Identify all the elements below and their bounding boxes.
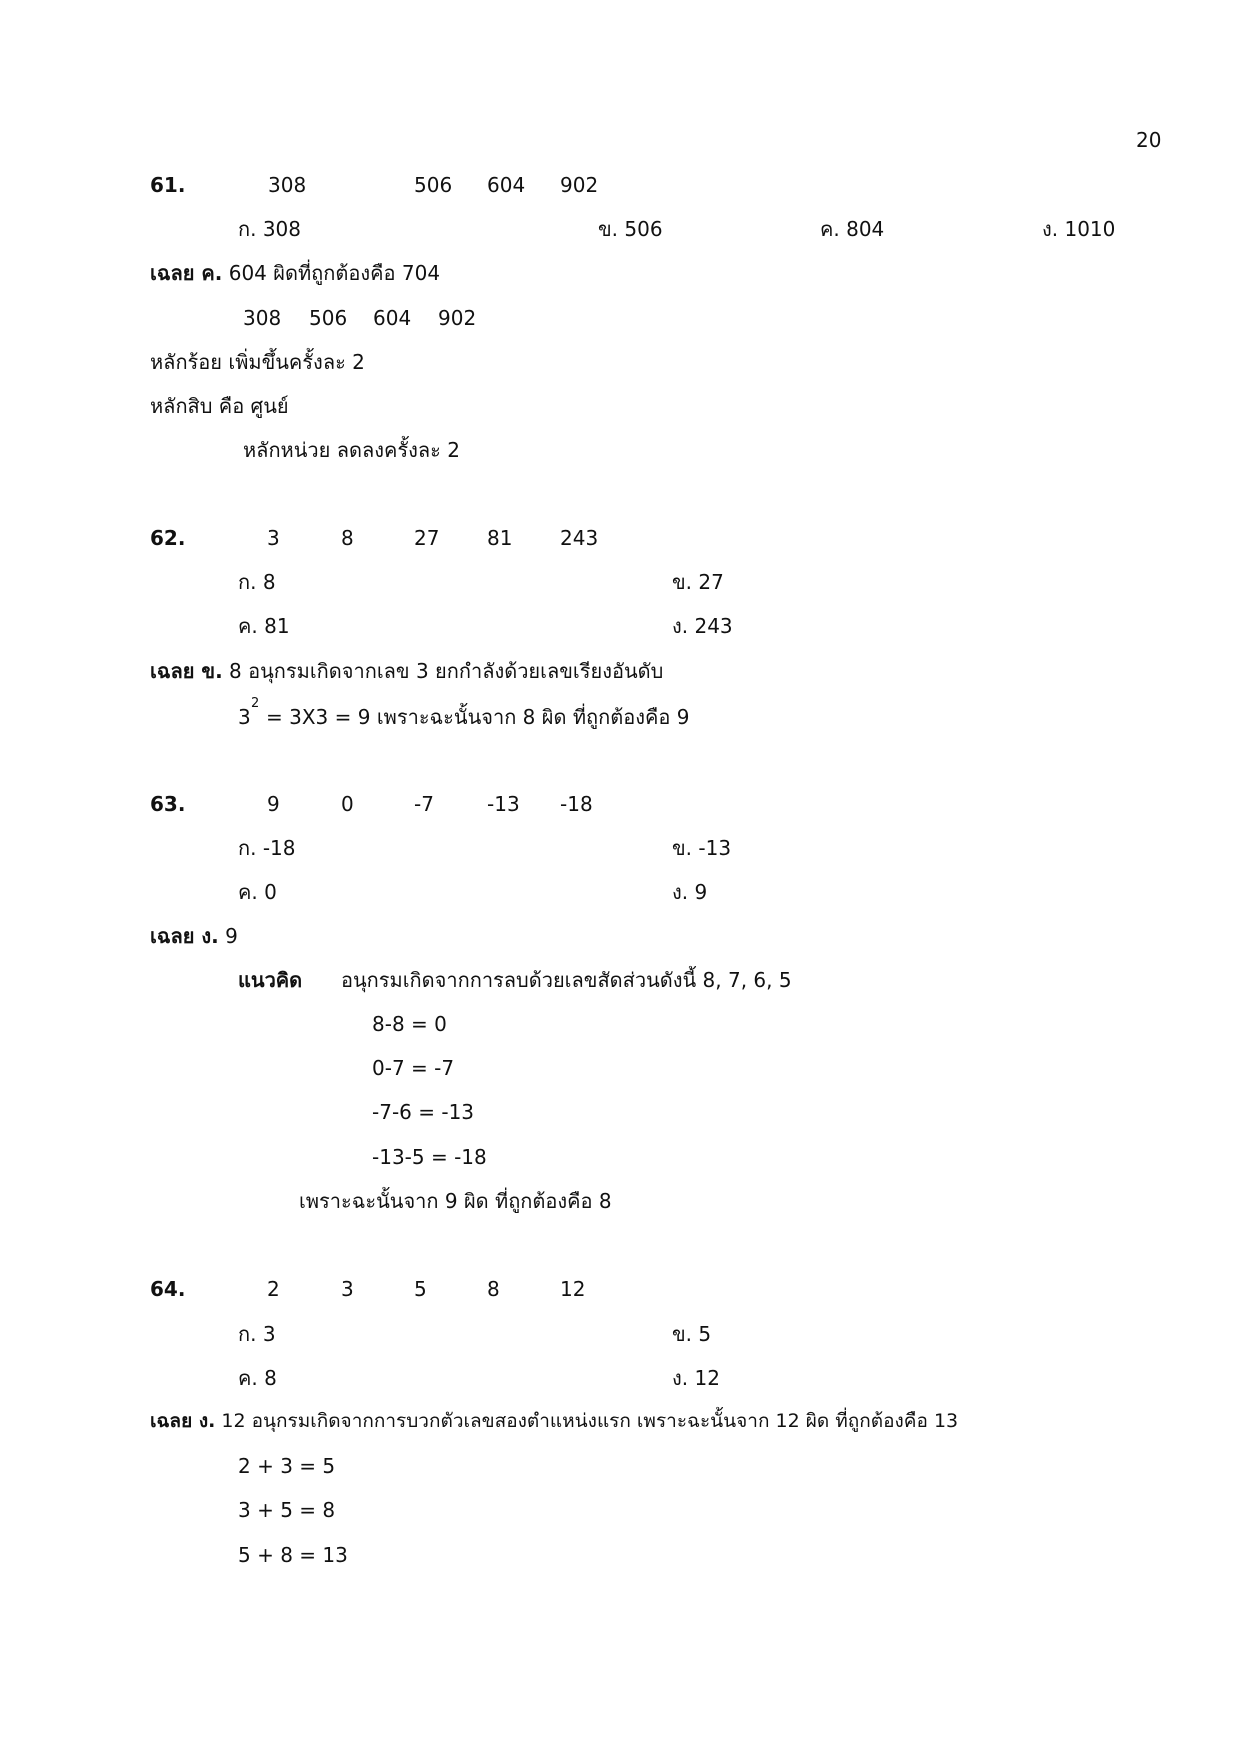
sequence-term: 8 — [487, 1277, 500, 1301]
formula-text: = 3X3 = 9 เพราะฉะนั้นจาก 8 ผิด ที่ถูกต้องคือ 9 — [266, 705, 690, 729]
sequence-term: -13 — [487, 792, 520, 816]
sequence-term: 243 — [560, 526, 599, 550]
page-number: 20 — [1136, 128, 1162, 152]
sequence-term: 3 — [267, 526, 280, 550]
explanation-line: หลักสิบ คือ ศูนย์ — [150, 394, 289, 418]
choice-c: ค. 0 — [238, 880, 277, 904]
explanation-line: หลักร้อย เพิ่มขึ้นครั้งละ 2 — [150, 350, 365, 374]
question-number: 62. — [150, 526, 186, 550]
sequence-term: 0 — [341, 792, 354, 816]
explanation-line: หลักหน่วย ลดลงครั้งละ 2 — [243, 438, 460, 462]
sequence-term: 12 — [560, 1277, 586, 1301]
sequence-term: 3 — [341, 1277, 354, 1301]
sequence-term: 8 — [341, 526, 354, 550]
answer-text: 9 — [225, 924, 238, 948]
sequence-term: 81 — [487, 526, 513, 550]
choice-d: ง. 243 — [672, 614, 733, 638]
answer-line — [150, 1412, 958, 1431]
question-number: 61. — [150, 173, 186, 197]
answer-text: 604 ผิดที่ถูกต้องคือ 704 — [228, 261, 441, 285]
answer-text: 8 อนุกรมเกิดจากเลข 3 ยกกำลังด้วยเลขเรียงอันดับ — [229, 659, 664, 683]
sequence-term: 902 — [560, 173, 599, 197]
choice-d: ง. 1010 — [1042, 217, 1116, 241]
calc-step: -13-5 = -18 — [372, 1145, 487, 1169]
calc-step: 5 + 8 = 13 — [238, 1543, 348, 1567]
calc-step: 3 + 5 = 8 — [238, 1498, 336, 1522]
formula-base: 3 — [238, 705, 251, 729]
choice-a: ก. 3 — [238, 1322, 276, 1346]
choice-c: ค. 8 — [238, 1366, 277, 1390]
sequence-term: -7 — [414, 792, 434, 816]
choice-a: ก. 8 — [238, 570, 276, 594]
calc-step: 8-8 = 0 — [372, 1012, 447, 1036]
choice-c: ค. 804 — [820, 217, 885, 241]
question-number: 64. — [150, 1277, 186, 1301]
choice-b: ข. 27 — [672, 570, 724, 594]
formula-exponent: 2 — [251, 696, 260, 711]
calc-step: 2 + 3 = 5 — [238, 1454, 336, 1478]
choice-d: ง. 12 — [672, 1366, 720, 1390]
choice-b: ข. 506 — [598, 217, 663, 241]
answer-line — [150, 263, 440, 283]
answer-label: เฉลย ค. — [150, 261, 223, 285]
sequence-term: -18 — [560, 792, 593, 816]
sequence-term: 506 — [309, 306, 348, 330]
answer-label: เฉลย ง. — [150, 1410, 216, 1432]
choice-d: ง. 9 — [672, 880, 708, 904]
answer-line — [150, 926, 238, 946]
sequence-term: 604 — [487, 173, 526, 197]
sequence-term: 902 — [438, 306, 477, 330]
sequence-term: 5 — [414, 1277, 427, 1301]
sequence-term: 9 — [267, 792, 280, 816]
answer-text: 12 อนุกรมเกิดจากการบวกตัวเลขสองตำแหน่งแรก เพราะฉะนั้นจาก 12 ผิด ที่ถูกต้องคือ 13 — [221, 1410, 959, 1432]
answer-label: เฉลย ง. — [150, 924, 219, 948]
choice-c: ค. 81 — [238, 614, 290, 638]
calc-step: 0-7 = -7 — [372, 1056, 455, 1080]
sequence-term: 308 — [268, 173, 307, 197]
conclusion: เพราะฉะนั้นจาก 9 ผิด ที่ถูกต้องคือ 8 — [299, 1189, 612, 1213]
sequence-term: 2 — [267, 1277, 280, 1301]
choice-a: ก. -18 — [238, 836, 296, 860]
question-number: 63. — [150, 792, 186, 816]
choice-a: ก. 308 — [238, 217, 301, 241]
concept-label: แนวคิด — [238, 968, 303, 992]
concept-text: อนุกรมเกิดจากการลบด้วยเลขสัดส่วนดังนี้ 8, 7, 6, 5 — [341, 968, 792, 992]
sequence-term: 27 — [414, 526, 440, 550]
answer-label: เฉลย ข. — [150, 659, 223, 683]
answer-line — [150, 661, 663, 681]
choice-b: ข. -13 — [672, 836, 732, 860]
sequence-term: 604 — [373, 306, 412, 330]
sequence-term: 506 — [414, 173, 453, 197]
choice-b: ข. 5 — [672, 1322, 712, 1346]
sequence-term: 308 — [243, 306, 282, 330]
calc-step: -7-6 = -13 — [372, 1100, 475, 1124]
